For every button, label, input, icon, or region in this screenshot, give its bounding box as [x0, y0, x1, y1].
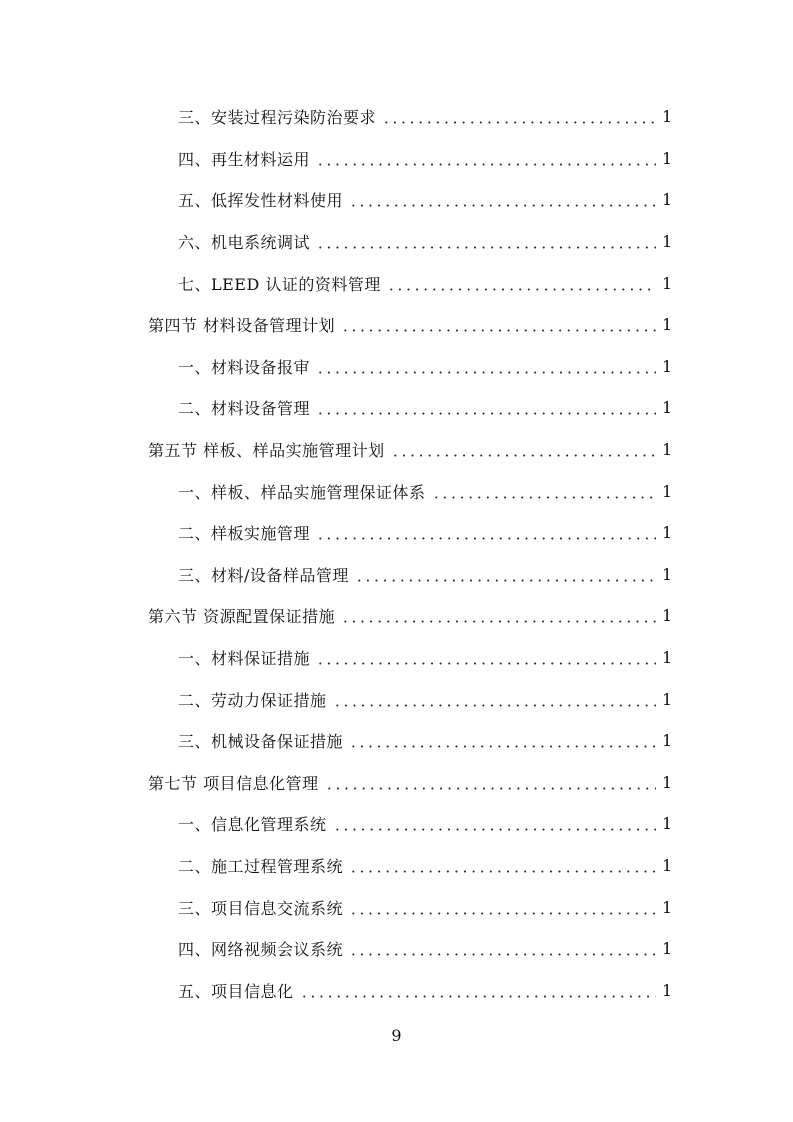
- toc-entry-title: 第七节 项目信息化管理: [148, 771, 323, 794]
- toc-section-entry[interactable]: [0, 304, 793, 346]
- toc-subsection-entry[interactable]: [0, 554, 793, 596]
- toc-entry-page: 1: [662, 772, 673, 792]
- toc-entry-title: 一、信息化管理系统: [178, 812, 331, 835]
- toc-entry-page: 1: [662, 689, 673, 709]
- toc-entry-page: 1: [662, 190, 673, 210]
- toc-subsection-entry[interactable]: [0, 969, 793, 1011]
- toc-subsection-entry[interactable]: [0, 387, 793, 429]
- toc-entry-page: 1: [662, 481, 673, 501]
- toc-section-entry[interactable]: [0, 762, 793, 804]
- toc-subsection-entry[interactable]: [0, 720, 793, 762]
- toc-entry-page: 1: [662, 398, 673, 418]
- toc-entry-title: 二、材料设备管理: [178, 396, 314, 419]
- toc-entry-title: 二、劳动力保证措施: [178, 688, 331, 711]
- toc-subsection-entry[interactable]: [0, 928, 793, 970]
- toc-dot-leader: [316, 412, 656, 415]
- toc-dot-leader: [316, 371, 656, 374]
- toc-entry-title: 三、机械设备保证措施: [178, 729, 347, 752]
- toc-entry-title: 一、材料设备报审: [178, 355, 314, 378]
- toc-dot-leader: [333, 704, 656, 707]
- toc-subsection-entry[interactable]: [0, 221, 793, 263]
- toc-subsection-entry[interactable]: [0, 346, 793, 388]
- toc-subsection-entry[interactable]: [0, 262, 793, 304]
- toc-entry-page: 1: [662, 273, 673, 293]
- toc-dot-leader: [316, 537, 656, 540]
- toc-entry-page: 1: [662, 564, 673, 584]
- toc-section-entry[interactable]: [0, 429, 793, 471]
- toc-dot-leader: [325, 787, 656, 790]
- toc-entry-title: 一、样板、样品实施管理保证体系: [178, 480, 430, 503]
- toc-entry-title: 三、材料/设备样品管理: [178, 563, 353, 586]
- toc-entry-title: 第五节 样板、样品实施管理计划: [148, 438, 389, 461]
- toc-subsection-entry[interactable]: [0, 512, 793, 554]
- toc-dot-leader: [391, 454, 656, 457]
- toc-dot-leader: [341, 620, 656, 623]
- toc-dot-leader: [382, 121, 656, 124]
- toc-entry-page: 1: [662, 939, 673, 959]
- toc-entry-page: 1: [662, 814, 673, 834]
- toc-entry-page: 1: [662, 897, 673, 917]
- toc-entry-page: 1: [662, 356, 673, 376]
- toc-entry-title: 五、低挥发性材料使用: [178, 188, 347, 211]
- toc-dot-leader: [349, 204, 656, 207]
- toc-dot-leader: [355, 579, 656, 582]
- toc-entry-page: 1: [662, 980, 673, 1000]
- toc-entry-page: 1: [662, 107, 673, 127]
- toc-subsection-entry[interactable]: [0, 845, 793, 887]
- toc-dot-leader: [316, 662, 656, 665]
- toc-subsection-entry[interactable]: [0, 637, 793, 679]
- toc-subsection-entry[interactable]: [0, 678, 793, 720]
- toc-entry-page: 1: [662, 440, 673, 460]
- toc-subsection-entry[interactable]: [0, 96, 793, 138]
- toc-section-entry[interactable]: [0, 595, 793, 637]
- toc-entry-title: 第六节 资源配置保证措施: [148, 604, 339, 627]
- toc-entry-page: 1: [662, 731, 673, 751]
- toc-entry-title: 二、施工过程管理系统: [178, 854, 347, 877]
- table-of-contents: [0, 96, 793, 1011]
- toc-entry-title: 四、网络视频会议系统: [178, 937, 347, 960]
- toc-entry-title: 七、LEED 认证的资料管理: [178, 272, 385, 295]
- toc-dot-leader: [349, 912, 656, 915]
- toc-dot-leader: [333, 828, 656, 831]
- toc-entry-title: 第四节 材料设备管理计划: [148, 313, 339, 336]
- toc-entry-page: 1: [662, 606, 673, 626]
- toc-entry-title: 一、材料保证措施: [178, 646, 314, 669]
- toc-entry-page: 1: [662, 855, 673, 875]
- toc-entry-page: 1: [662, 232, 673, 252]
- toc-entry-title: 三、项目信息交流系统: [178, 896, 347, 919]
- toc-entry-title: 六、机电系统调试: [178, 230, 314, 253]
- toc-subsection-entry[interactable]: [0, 179, 793, 221]
- toc-entry-title: 五、项目信息化: [178, 979, 298, 1002]
- toc-entry-page: 1: [662, 148, 673, 168]
- toc-entry-title: 二、样板实施管理: [178, 521, 314, 544]
- toc-entry-page: 1: [662, 648, 673, 668]
- toc-subsection-entry[interactable]: [0, 886, 793, 928]
- toc-dot-leader: [316, 246, 656, 249]
- toc-dot-leader: [341, 329, 656, 332]
- toc-entry-title: 四、再生材料运用: [178, 147, 314, 170]
- toc-entry-title: 三、安装过程污染防治要求: [178, 105, 380, 128]
- toc-dot-leader: [300, 995, 656, 998]
- toc-subsection-entry[interactable]: [0, 138, 793, 180]
- toc-dot-leader: [349, 953, 656, 956]
- toc-dot-leader: [387, 288, 656, 291]
- toc-dot-leader: [349, 745, 656, 748]
- toc-dot-leader: [316, 163, 656, 166]
- toc-subsection-entry[interactable]: [0, 803, 793, 845]
- page-number: 9: [391, 1026, 402, 1045]
- toc-subsection-entry[interactable]: [0, 470, 793, 512]
- toc-entry-page: 1: [662, 315, 673, 335]
- toc-entry-page: 1: [662, 523, 673, 543]
- toc-dot-leader: [432, 496, 656, 499]
- toc-dot-leader: [349, 870, 656, 873]
